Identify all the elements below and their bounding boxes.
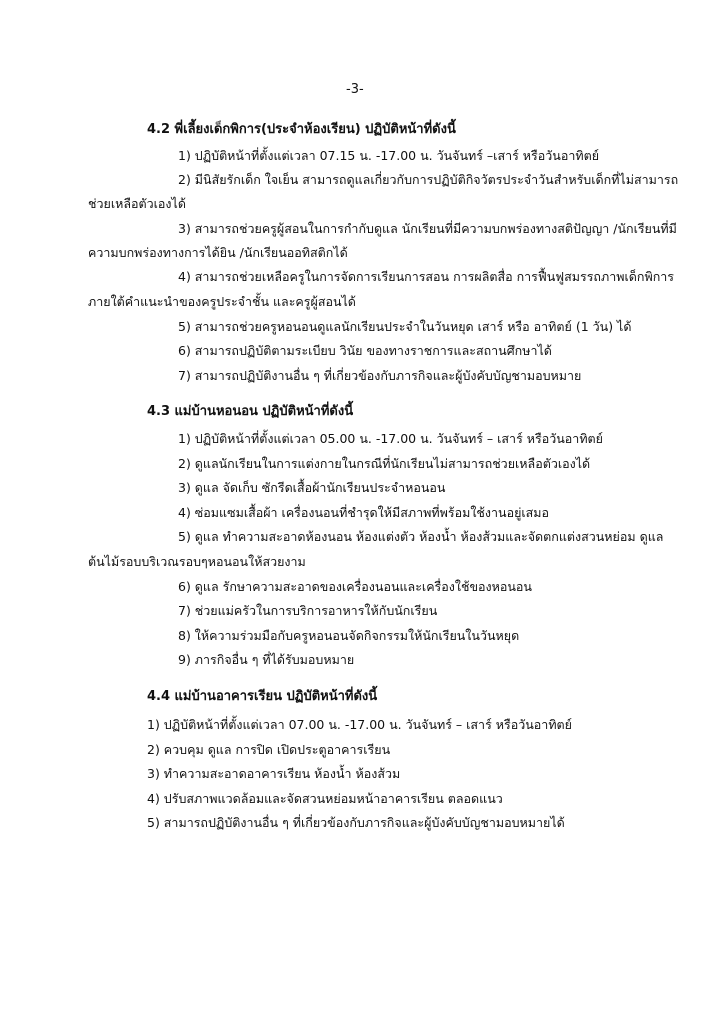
section-4-2-item-2-cont: ช่วยเหลือตัวเองได้ <box>88 196 186 211</box>
section-4-3-item-4: 4) ซ่อมแซมเสื้อผ้า เครื่องนอนที่ชำรุดให้มีสภาพที่พร้อมใช้งานอยู่เสมอ <box>178 505 550 520</box>
section-4-3-heading: 4.3 แม่บ้านหอนอน ปฏิบัติหน้าที่ดังนี้ <box>147 404 354 419</box>
section-4-3-item-8: 8) ให้ความร่วมมือกับครูหอนอนจัดกิจกรรมให้นักเรียนในวันหยุด <box>178 628 520 643</box>
section-4-2-heading: 4.2 พี่เลี้ยงเด็กพิการ(ประจำห้องเรียน) ปฏิบัติหน้าที่ดังนี้ <box>147 122 456 137</box>
section-4-3-item-1: 1) ปฏิบัติหน้าที่ตั้งแต่เวลา 05.00 น. -17.00 น. วันจันทร์ – เสาร์ หรือวันอาทิตย์ <box>178 431 603 446</box>
section-4-3-item-3: 3) ดูแล จัดเก็บ ซักรีดเสื้อผ้านักเรียนประจำหอนอน <box>178 480 446 495</box>
section-4-3-item-5-cont: ต้นไม้รอบบริเวณรอบๆหอนอนให้สวยงาม <box>88 554 306 569</box>
section-4-3-item-7: 7) ช่วยแม่ครัวในการบริการอาหารให้กับนักเรียน <box>178 603 438 618</box>
section-4-3-item-2: 2) ดูแลนักเรียนในการแต่งกายในกรณีที่นักเรียนไม่สามารถช่วยเหลือตัวเองได้ <box>178 456 591 471</box>
page-number: -3- <box>346 82 364 97</box>
section-4-3-item-5: 5) ดูแล ทำความสะอาดห้องนอน ห้องแต่งตัว ห้องน้ำ ห้องส้วมและจัดตกแต่งสวนหย่อม ดูแล <box>178 529 664 544</box>
section-4-2-item-7: 7) สามารถปฏิบัติงานอื่น ๆ ที่เกี่ยวข้องกับภารกิจและผู้บังคับบัญชามอบหมาย <box>178 368 582 383</box>
section-4-2-item-3: 3) สามารถช่วยครูผู้สอนในการกำกับดูแล นักเรียนที่มีความบกพร่องทางสติปัญญา /นักเรียนที่มี <box>178 221 677 236</box>
section-4-2-item-1: 1) ปฏิบัติหน้าที่ตั้งแต่เวลา 07.15 น. -17.00 น. วันจันทร์ –เสาร์ หรือวันอาทิตย์ <box>178 148 600 163</box>
section-4-4-item-1: 1) ปฏิบัติหน้าที่ตั้งแต่เวลา 07.00 น. -17.00 น. วันจันทร์ – เสาร์ หรือวันอาทิตย์ <box>147 717 572 732</box>
section-4-2-item-6: 6) สามารถปฏิบัติตามระเบียบ วินัย ของทางราชการและสถานศึกษาได้ <box>178 343 552 358</box>
section-4-4-item-5: 5) สามารถปฏิบัติงานอื่น ๆ ที่เกี่ยวข้องกับภารกิจและผู้บังคับบัญชามอบหมายได้ <box>147 815 565 830</box>
section-4-3-item-9: 9) ภารกิจอื่น ๆ ที่ได้รับมอบหมาย <box>178 652 355 667</box>
section-4-4-item-4: 4) ปรับสภาพแวดล้อมและจัดสวนหย่อมหน้าอาคารเรียน ตลอดแนว <box>147 791 503 806</box>
section-4-2-item-2: 2) มีนิสัยรักเด็ก ใจเย็น สามารถดูแลเกี่ยวกับการปฏิบัติกิจวัตรประจำวันสำหรับเด็กที่ไม่สามารถ <box>178 172 679 187</box>
section-4-4-item-2: 2) ควบคุม ดูแล การปิด เปิดประตูอาคารเรียน <box>147 742 391 757</box>
section-4-2-item-3-cont: ความบกพร่องทางการได้ยิน /นักเรียนออทิสติกได้ <box>88 245 348 260</box>
section-4-2-item-5: 5) สามารถช่วยครูหอนอนดูแลนักเรียนประจำในวันหยุด เสาร์ หรือ อาทิตย์ (1 วัน) ได้ <box>178 319 632 334</box>
section-4-4-item-3: 3) ทำความสะอาดอาคารเรียน ห้องน้ำ ห้องส้วม <box>147 766 401 781</box>
section-4-4-heading: 4.4 แม่บ้านอาคารเรียน ปฏิบัติหน้าที่ดังนี้ <box>147 689 378 704</box>
section-4-2-item-4: 4) สามารถช่วยเหลือครูในการจัดการเรียนการสอน การผลิตสื่อ การฟื้นฟูสมรรถภาพเด็กพิการ <box>178 269 675 284</box>
section-4-2-item-4-cont: ภายใต้คำแนะนำของครูประจำชั้น และครูผู้สอนได้ <box>88 294 356 309</box>
section-4-3-item-6: 6) ดูแล รักษาความสะอาดของเครื่องนอนและเครื่องใช้ของหอนอน <box>178 579 532 594</box>
